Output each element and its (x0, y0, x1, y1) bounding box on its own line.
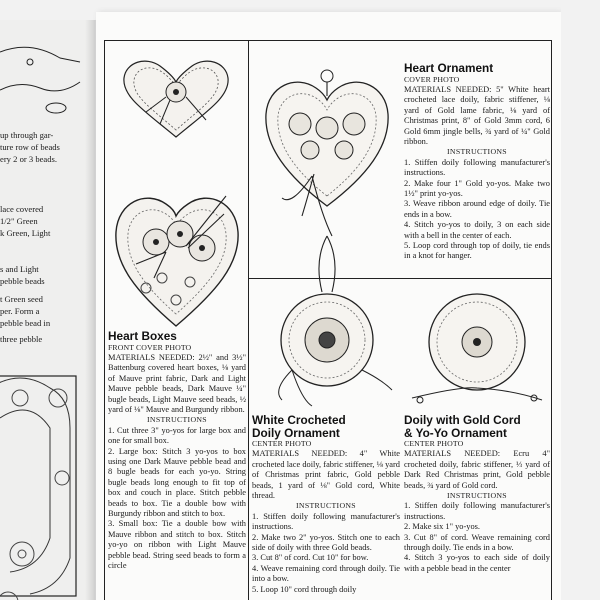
left-text-line: three pebble (0, 334, 43, 344)
heart-ornament-illustration (252, 46, 402, 246)
gold-cord-section (404, 414, 550, 574)
right-page (96, 12, 561, 600)
left-text-line: up through gar- (0, 130, 54, 140)
section-title-line: Doily with Gold Cord (404, 413, 521, 427)
column-divider (248, 40, 249, 600)
gold-cord-doily-illustration (402, 280, 552, 420)
photo-caption: FRONT COVER PHOTO (108, 342, 192, 352)
instruction-step: 3. Cut 8" of cord. Cut 10" for bow. (252, 553, 369, 563)
instructions-heading: INSTRUCTIONS (147, 415, 207, 425)
instruction-step: 5. Loop 10" cord through doily (252, 584, 357, 594)
section-title-line: & Yo-Yo Ornament (404, 425, 507, 440)
left-text-line: t Green seed (0, 294, 43, 304)
instruction-step: 1. Stiffen doily following manufacturer's instructions. (404, 157, 550, 178)
photo-caption: CENTER PHOTO (404, 439, 464, 448)
instruction-step: 4. Stitch yo-yos to doily, 3 on each side with a bell in the center of each. (404, 220, 550, 240)
white-doily-illustration (252, 230, 402, 410)
photo-caption: CENTER PHOTO (252, 439, 312, 448)
instruction-step: 4. Weave remaining cord through doily. Tie into a bow. (252, 563, 400, 584)
instruction-step: 1. Cut three 3" yo-yos for large box and one for small box. (108, 425, 246, 446)
left-page-sketch-top (0, 40, 96, 130)
left-text-line: lace covered (0, 204, 44, 214)
left-text-line: s and Light (0, 264, 39, 274)
instruction-step: 2. Make four 1" Gold yo-yos. Make two 1½" print yo-yos. (404, 178, 550, 198)
section-title-line: White Crocheted (252, 413, 346, 427)
heart-boxes-section (108, 330, 246, 571)
instruction-step: 3. Cut 8" of cord. Weave remaining cord through doily. Tie ends in a bow. (404, 532, 550, 553)
instruction-step: 3. Small box: Tie a double bow with Mauve ribbon and stitch to box. Stitch yo-yo on ribbon with Light Mauve pebble bead. String seed beads to form a circle (108, 519, 246, 571)
left-text-line: 1/2" Green (0, 216, 38, 226)
heart-boxes-illustration (106, 42, 246, 332)
instruction-step: 1. Stiffen doily following manufacturer's instructions. (252, 511, 400, 532)
materials-text: MATERIALS NEEDED: 5" White heart crocheted lace doily, fabric stiffener, ⅛ yard of Gold lame fabric, ⅛ yard of Christmas print, 8" of Gold 3mm cord, 6 Gold 6mm jingle bells, ¾ yard of ¼" Gold ribbon. (404, 84, 550, 146)
materials-text: MATERIALS NEEDED: Ecru 4" crocheted doily, fabric stiffener, ⅓ yard of Dark Red Christmas print, Gold pebble beads, ¾ yard of Gold cord. (404, 449, 550, 490)
heart-ornament-section (404, 62, 550, 262)
materials-text: MATERIALS NEEDED: 4" White crocheted lace doily, fabric stiffener, ⅛ yard of Christmas print fabric, Gold pebble beads, 1 yard of ⅛" Gold cord, White thread. (252, 449, 400, 501)
left-text-line: ture row of beads (0, 142, 60, 152)
white-crocheted-section (252, 414, 400, 595)
instruction-step: 4. Stitch 3 yo-yos to each side of doily with a pebble bead in the center (404, 553, 550, 573)
picture-frame-illustration (0, 358, 96, 600)
materials-text: MATERIALS NEEDED: 2½" and 3½" Battenburg covered heart boxes, ⅛ yard of Mauve print fabric, Dark and Light Mauve pebble beads, Dark Mauve ¼" bugle beads, Light Mauve seed beads, ½ yard of ⅛" Mauve and Burgundy ribbon. (108, 352, 246, 414)
left-page (0, 20, 96, 600)
background-edge (561, 0, 600, 600)
instruction-step: 2. Large box: Stitch 3 yo-yos to box using one Dark Mauve pebble bead and 8 bugle beads for each yo-yo. String bugle beads long enough to fit top of box and couch in place. Stitch pebble beads to box. Tie a double bow with Burgundy ribbon and stitch to box. (108, 446, 246, 518)
left-text-line: pebble beads (0, 276, 45, 286)
instructions-heading: INSTRUCTIONS (296, 501, 356, 511)
left-text-line: k Green, Light (0, 228, 51, 238)
section-title-line: Doily Ornament (252, 425, 340, 440)
instruction-step: 2. Make six 1" yo-yos. (404, 522, 480, 532)
section-title: Heart Boxes (108, 329, 177, 343)
instructions-heading: INSTRUCTIONS (447, 491, 507, 501)
instruction-step: 2. Make two 2" yo-yos. Stitch one to each side of doily with three Gold beads. (252, 532, 400, 553)
left-text-line: per. Form a (0, 306, 40, 316)
photo-caption: COVER PHOTO (404, 74, 460, 84)
instruction-step: 1. Stiffen doily following manufacturer's instructions. (404, 501, 550, 521)
instruction-step: 5. Loop cord through top of doily, tie ends in a knot for hanger. (404, 241, 550, 261)
left-text-line: ery 2 or 3 beads. (0, 154, 58, 164)
section-title: Heart Ornament (404, 61, 494, 75)
left-text-line: pebble bead in (0, 318, 51, 328)
instructions-heading: INSTRUCTIONS (447, 147, 507, 157)
instruction-step: 3. Weave ribbon around edge of doily. Tie ends in a bow. (404, 199, 550, 219)
